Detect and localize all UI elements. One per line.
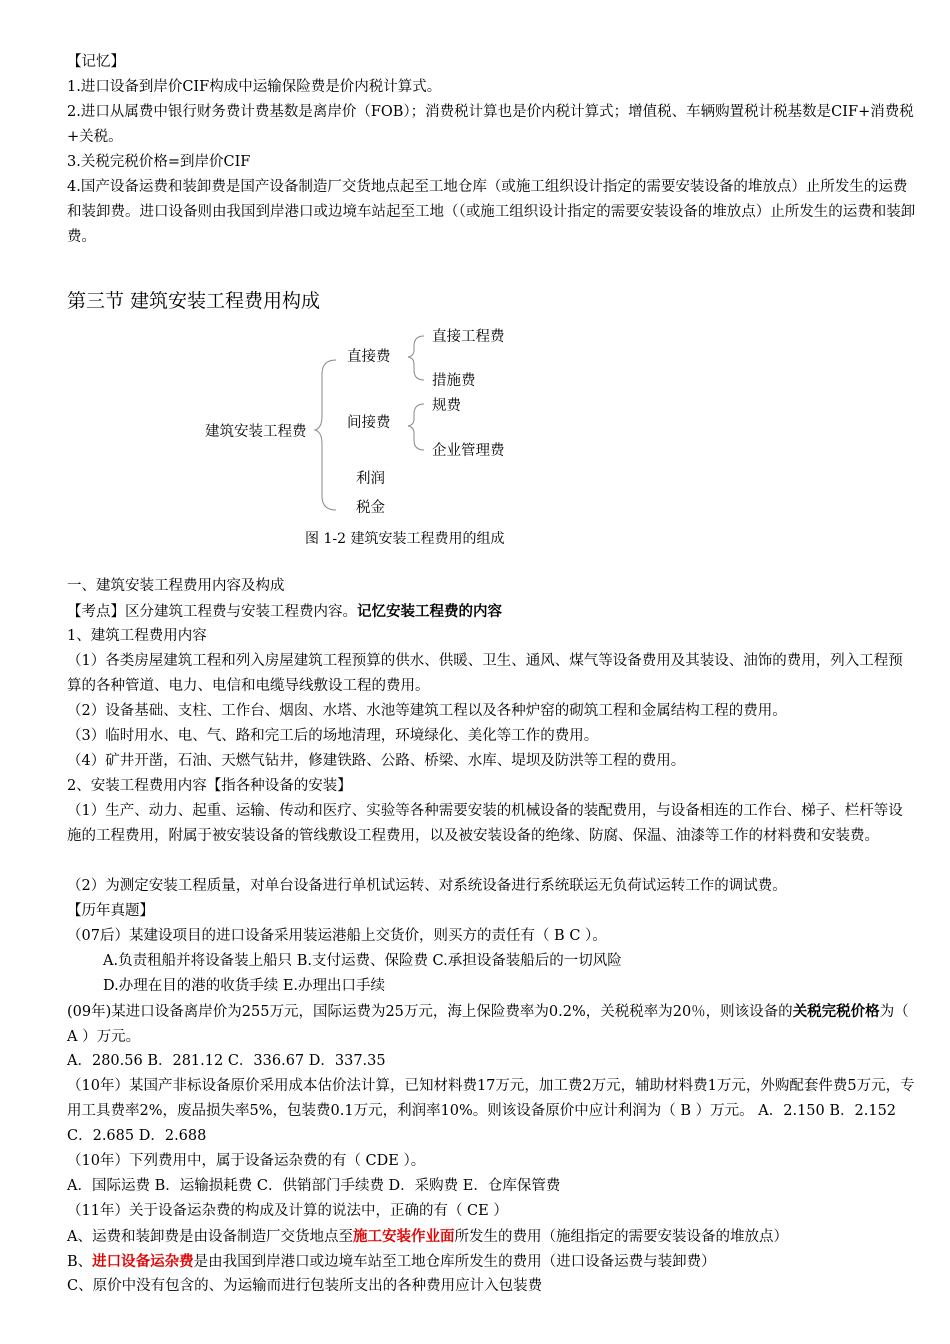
option-b-tail: 是由我国到岸港口或边境车站至工地仓库所发生的费用（进口设备运费与装卸费） [193, 1254, 716, 1270]
s1-item-4: （4）矿井开凿，石油、天燃气钻井，修建铁路、公路、桥梁、水库、堤坝及防洪等工程的费用。 [67, 753, 686, 769]
question-5-option-b [67, 1249, 716, 1275]
question-2-text: (09年)某进口设备离岸价为255万元，国际运费为25万元，海上保险费率为0.2%，关税税率为20％，则该设备的 [67, 1004, 793, 1020]
diagram-direct-a: 直接工程费 [432, 329, 505, 345]
option-b-text: B、 [67, 1254, 93, 1270]
part1-title: 一、建筑安装工程费用内容及构成 [67, 578, 285, 594]
option-a-text: A、运费和装卸费是由设备制造厂交货地点至 [67, 1229, 353, 1245]
diagram-caption: 图 1-2 建筑安装工程费用的组成 [305, 531, 505, 547]
diagram-direct-b: 措施费 [432, 373, 476, 389]
s1-item-2: （2）设备基础、支柱、工作台、烟囱、水塔、水池等建筑工程以及各种炉窑的砌筑工程和金属结构工程的费用。 [67, 703, 787, 719]
question-2 [67, 999, 917, 1050]
memory-heading: 【记忆】 [67, 54, 125, 70]
section-title: 第三节 建筑安装工程费用构成 [67, 290, 321, 312]
s1-item-1: （1）各类房屋建筑工程和列入房屋建筑工程预算的供水、供暖、卫生、通风、煤气等设备费用及其装设、油饰的费用，列入工程预算的各种管道、电力、电信和电缆导线敷设工程的费用。 [67, 653, 903, 694]
memory-item-1: 1.进口设备到岸价CIF构成中运输保险费是价内税计算式。 [67, 79, 442, 95]
diagram-indirect-a: 规费 [432, 398, 461, 414]
memory-item-4: 4.国产设备运费和装卸费是国产设备制造厂交货地点起至工地仓库（或施工组织设计指定的需要安装设备的堆放点）止所发生的运费和装卸费。进口设备则由我国到岸港口或边境车站起至工地（（或施工组织设计指定的需要安装设备的堆放点）止所发生的运费和装卸费。 [67, 179, 916, 245]
question-4: （10年）下列费用中，属于设备运杂费的有（ CDE ）。 [67, 1153, 426, 1169]
diagram-profit: 利润 [356, 471, 385, 487]
question-1: （07后）某建设项目的进口设备采用装运港船上交货价，则买方的责任有（ B C ）。 [67, 928, 607, 944]
memory-item-3: 3.关税完税价格=到岸价CIF [67, 154, 251, 170]
s1-item-3: （3）临时用水、电、气、路和完工后的场地清理，环境绿化、美化等工作的费用。 [67, 728, 599, 744]
option-b-highlight: 进口设备运杂费 [92, 1253, 194, 1270]
kaodian-emphasis: 记忆安装工程费的内容 [357, 603, 502, 620]
question-2-options: A．280.56 B．281.12 C．336.67 D．337.35 [67, 1053, 386, 1069]
s2-title: 2、安装工程费用内容【指各种设备的安装】 [67, 778, 352, 794]
exam-heading: 【历年真题】 [67, 903, 154, 919]
question-5-option-c: C、原价中没有包含的、为运输而进行包装所支出的各种费用应计入包装费 [67, 1278, 543, 1294]
option-a-tail: 所发生的费用（施组指定的需要安装设备的堆放点） [454, 1229, 788, 1245]
kaodian-line [67, 599, 502, 625]
question-5-option-a [67, 1224, 788, 1250]
question-1-options-b: D.办理在目的港的收货手续 E.办理出口手续 [103, 978, 386, 994]
question-2-emphasis: 关税完税价格 [792, 1003, 880, 1020]
s1-title: 1、建筑工程费用内容 [67, 628, 207, 644]
diagram-tax: 税金 [356, 500, 385, 516]
question-1-options-a: A.负责租船并将设备装上船只 B.支付运费、保险费 C.承担设备装船后的一切风险 [103, 953, 622, 969]
diagram-direct: 直接费 [347, 349, 391, 365]
s2-item-2: （2）为测定安装工程质量，对单台设备进行单机试运转、对系统设备进行系统联运无负荷试运转工作的调试费。 [67, 878, 787, 894]
diagram-indirect: 间接费 [347, 415, 391, 431]
question-4-options: A．国际运费 B．运输损耗费 C．供销部门手续费 D．采购费 E．仓库保管费 [67, 1178, 561, 1194]
question-2-tail: 为（ A ）万元。 [67, 1004, 909, 1045]
option-a-highlight: 施工安装作业面 [352, 1228, 455, 1245]
s2-item-1: （1）生产、动力、起重、运输、传动和医疗、实验等各种需要安装的机械设备的装配费用，与设备相连的工作台、梯子、栏杆等设施的工程费用，附属于被安装设备的管线敷设工程费用，以及被安装设备的绝缘、防腐、保温、油漆等工作的材料费和安装费。 [67, 803, 903, 844]
diagram-braces [0, 0, 950, 560]
kaodian-text: 【考点】区分建筑工程费与安装工程费内容。 [67, 604, 357, 620]
diagram-indirect-b: 企业管理费 [432, 443, 505, 459]
question-3: （10年）某国产非标设备原价采用成本估价法计算，已知材料费17万元，加工费2万元，辅助材料费1万元，外购配套件费5万元，专用工具费率2%，废品损失率5%，包装费0.1万元，利润率10%。则该设备原价中应计利润为（ B ）万元。 A．2.150 B．2.152 C．2.685 D．2.688 [67, 1078, 915, 1144]
memory-item-2: 2.进口从属费中银行财务费计费基数是离岸价（FOB）；消费税计算也是价内税计算式；增值税、车辆购置税计税基数是CIF+消费税+关税。 [67, 104, 914, 145]
question-5: （11年）关于设备运杂费的构成及计算的说法中，正确的有（ CE ） [67, 1203, 508, 1219]
diagram-root: 建筑安装工程费 [205, 424, 307, 440]
